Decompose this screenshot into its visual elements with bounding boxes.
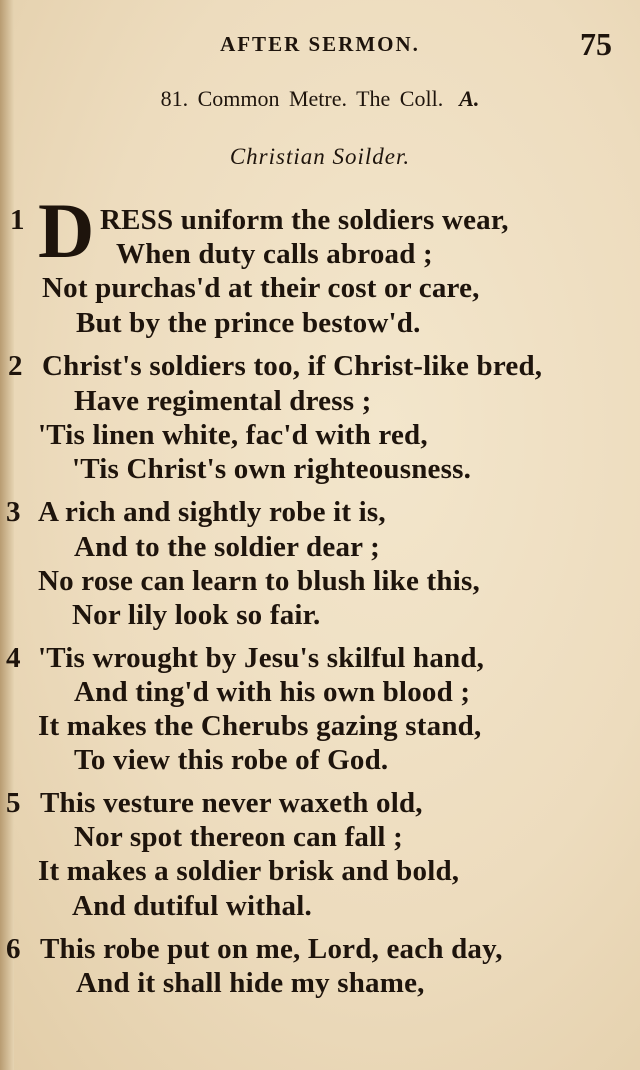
hymn-heading xyxy=(0,86,640,112)
verse-line: Nor lily look so fair. xyxy=(72,599,321,631)
stanza-number: 5 xyxy=(6,787,21,819)
verse-line: A rich and sightly robe it is, xyxy=(38,496,386,528)
verse-line: But by the prince bestow'd. xyxy=(76,307,421,339)
verse-line: And ting'd with his own blood ; xyxy=(74,676,471,708)
verse-line: And dutiful withal. xyxy=(72,890,312,922)
drop-cap: D xyxy=(38,187,95,274)
hymn-heading-mark: A. xyxy=(459,86,480,111)
verse-line: It makes the Cherubs gazing stand, xyxy=(38,710,482,742)
verse-line: And it shall hide my shame, xyxy=(76,967,425,999)
running-title: AFTER SERMON. xyxy=(220,32,420,56)
page-number: 75 xyxy=(580,26,612,62)
verse-line: This vesture never waxeth old, xyxy=(40,787,423,819)
verse-line: 'Tis wrought by Jesu's skilful hand, xyxy=(38,642,485,674)
verse-line: 'Tis Christ's own righteousness. xyxy=(72,453,472,485)
verse-line: It makes a soldier brisk and bold, xyxy=(38,855,460,887)
verse-line: When duty calls abroad ; xyxy=(116,238,433,270)
verse-line: This robe put on me, Lord, each day, xyxy=(40,933,503,965)
stanza-number: 1 xyxy=(10,204,25,236)
verse-line: And to the soldier dear ; xyxy=(74,531,381,563)
verse-line: Not purchas'd at their cost or care, xyxy=(42,272,480,304)
verse-line: Christ's soldiers too, if Christ-like bred, xyxy=(42,350,543,382)
page-header xyxy=(0,26,640,62)
verse-line: To view this robe of God. xyxy=(74,744,389,776)
hymn-subtitle: Christian Soilder. xyxy=(229,144,411,169)
verse-line: Nor spot thereon can fall ; xyxy=(74,821,403,853)
stanza-number: 3 xyxy=(6,496,21,528)
verse-line: 'Tis linen white, fac'd with red, xyxy=(38,419,428,451)
stanza-number: 2 xyxy=(8,350,23,382)
stanza-number: 6 xyxy=(6,933,21,965)
hymn-heading-text: 81. Common Metre. The Coll. xyxy=(160,86,444,111)
stanza-number: 4 xyxy=(6,642,21,674)
verse-line: No rose can learn to blush like this, xyxy=(38,565,480,597)
verse-line: RESS uniform the soldiers wear, xyxy=(100,204,509,236)
verse-line: Have regimental dress ; xyxy=(74,385,372,417)
